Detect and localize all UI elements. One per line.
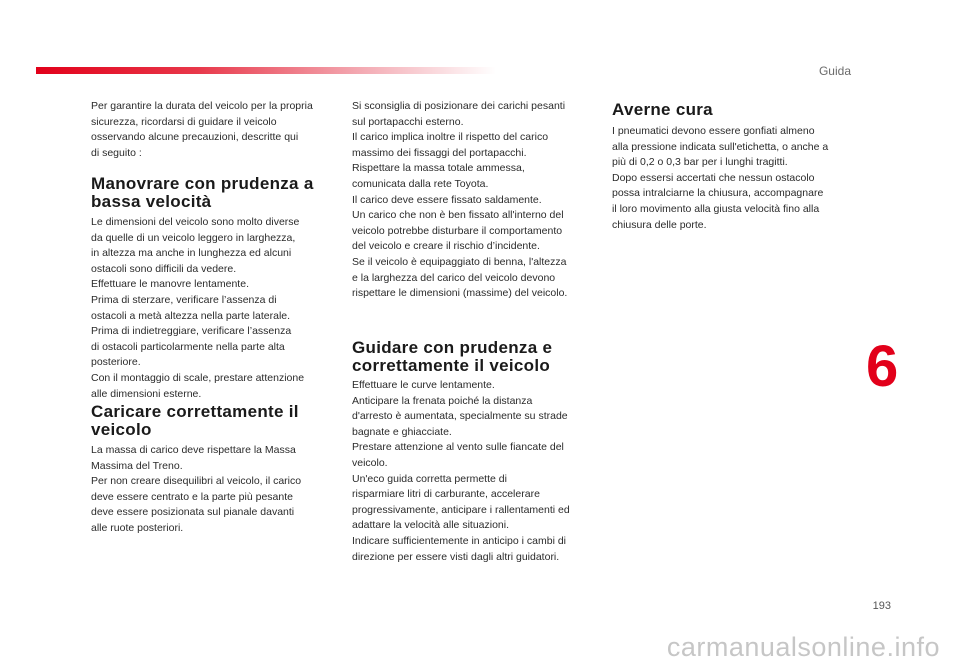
- chapter-number: 6: [866, 334, 899, 399]
- intro-text: Per garantire la durata del veicolo per la propria sicurezza, ricordarsi di guidare il veicolo osservando alcune precauzioni, descritte qui di seguito :: [91, 100, 313, 159]
- low-speed-text: Le dimensioni del veicolo sono molto diverse da quelle di un veicolo leggero in larghezza, in altezza ma anche in lunghezza ed alcuni ostacoli sono difficili da vedere. Effettuare le manovre lentamente. Prima di sterzare, verificare l’assenza di ostacoli a metà altezza nella parte laterale. Prima di indietreggiare, verificare l’assenza di ostacoli particolarmente nella parte alta posteriore. Con il montaggio di scale, prestare attenzione alle dimensioni esterne.: [91, 216, 305, 400]
- care-text: I pneumatici devono essere gonfiati almeno alla pressione indicata sull'etichetta, o anche a più di 0,2 o 0,3 bar per i lunghi tragitti. Dopo essersi accertati che nessun ostacolo possa intralciarne la chiusura, accompagnare il loro movimento alla giusta velocità fino alla chiusura delle porte.: [612, 125, 829, 231]
- watermark-text: carmanualsonline.info: [666, 632, 940, 662]
- care-heading: Averne cura: [612, 100, 713, 119]
- loading-continued-text: Si sconsiglia di posizionare dei carichi pesanti sul portapacchi esterno. Il carico implica inoltre il rispetto del carico massimo dei fissaggi del portapacchi. Rispettare la massa totale ammessa, comunicata dalla rete Toyota. Il carico deve essere fissato saldamente. Un carico che non è ben fissato all'interno del veicolo potrebbe disturbare il comportamento del veicolo e creare il rischio d’incidente. Se il veicolo è equipaggiato di benna, l'altezza e la larghezza del carico del veicolo devono rispettare le dimensioni (massime) del veicolo.: [352, 100, 568, 300]
- loading-heading: Caricare correttamente il veicolo: [91, 402, 299, 439]
- loading-text: La massa di carico deve rispettare la Massa Massima del Treno. Per non creare disequilibri al veicolo, il carico deve essere centrato e la parte più pesante deve essere posizionata sul pianale davanti alle ruote posteriori.: [91, 444, 302, 534]
- page-number: 193: [872, 600, 891, 612]
- section-label: Guida: [818, 64, 851, 78]
- low-speed-heading: Manovrare con prudenza a bassa velocità: [91, 174, 314, 211]
- driving-heading: Guidare con prudenza e correttamente il veicolo: [352, 338, 553, 375]
- driving-text: Effettuare le curve lentamente. Anticipare la frenata poiché la distanza d'arresto è aumentata, specialmente su strade bagnate e ghiacciate. Prestare attenzione al vento sulle fiancate del veicolo. Un'eco guida corretta permette di risparmiare litri di carburante, accelerare progressivamente, anticipare i rallentamenti ed adattare la velocità alle situazioni. Indicare sufficientemente in anticipo i cambi di direzione per essere visti dagli altri guidatori.: [352, 379, 570, 563]
- header-accent-bar: [36, 67, 496, 74]
